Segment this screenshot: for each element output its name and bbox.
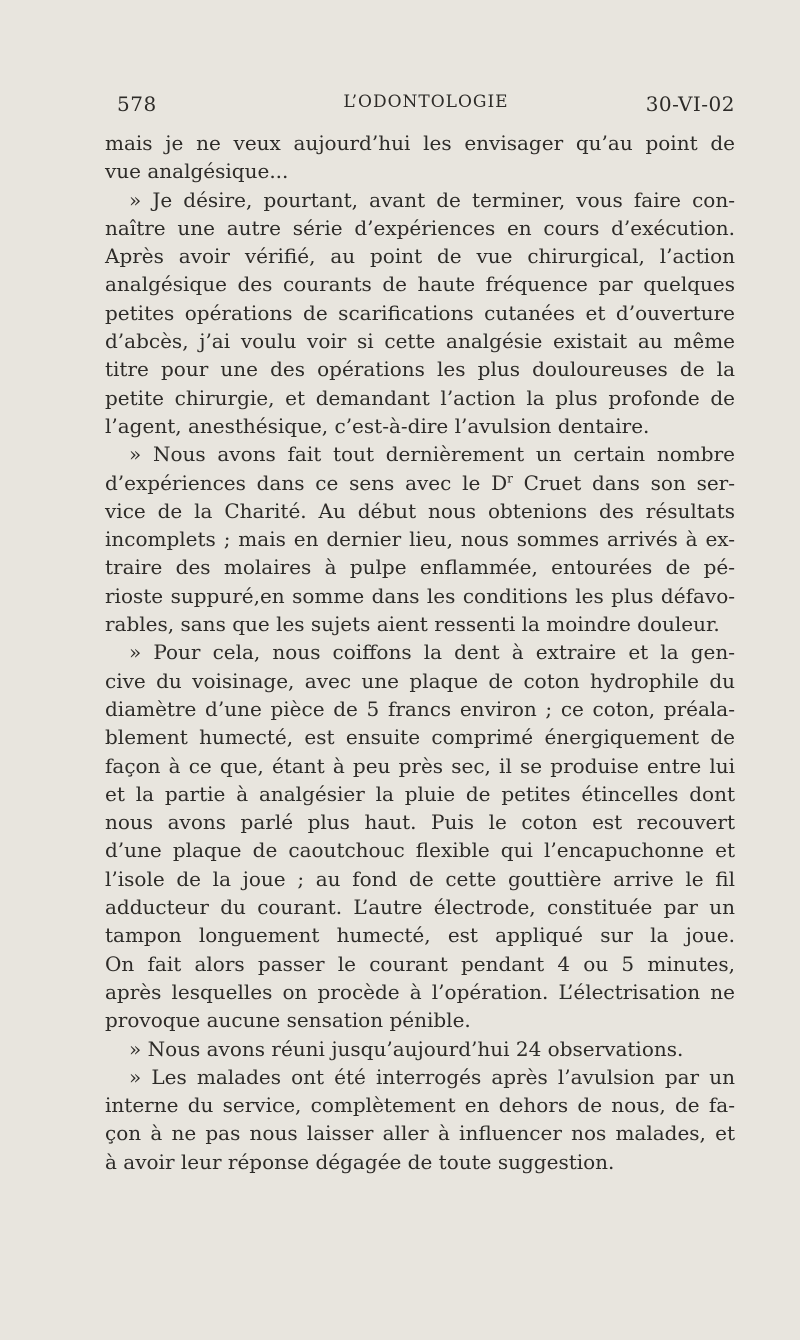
text-line: » Pour cela, nous coiffons la dent à extraire et la gen- — [129, 640, 735, 665]
text-line: On fait alors passer le courant pendant 4 ou 5 minutes, — [105, 951, 735, 976]
text-line: » Je désire, pourtant, avant de terminer, vous faire con- — [129, 187, 735, 212]
text-line: provoque aucune sensation pénible. — [105, 1008, 471, 1033]
body-text — [105, 129, 735, 1176]
text-line: » Nous avons réuni jusqu’aujourd’hui 24 observations. — [129, 1036, 684, 1061]
text-line: incomplets ; mais en dernier lieu, nous sommes arrivés à ex- — [105, 527, 735, 552]
text-line: rioste suppuré,en somme dans les conditions les plus défavo- — [105, 583, 735, 608]
text-line: titre pour une des opérations les plus douloureuses de la — [105, 357, 735, 382]
text-line: çon à ne pas nous laisser aller à influencer nos malades, et — [105, 1121, 735, 1146]
text-line: tampon longuement humecté, est appliqué sur la joue. — [105, 923, 735, 948]
superscript: r — [507, 470, 513, 485]
text-line: » Les malades ont été interrogés après l’avulsion par un — [129, 1064, 735, 1089]
text-line: Après avoir vérifié, au point de vue chirurgical, l’action — [105, 244, 735, 269]
text-line: rables, sans que les sujets aient ressenti la moindre douleur. — [105, 612, 720, 637]
text-line: interne du service, complètement en dehors de nous, de fa- — [105, 1093, 735, 1118]
text-line: d’abcès, j’ai voulu voir si cette analgésie existait au même — [105, 329, 735, 354]
page-number: 578 — [117, 92, 157, 116]
issue-date: 30-VI-02 — [645, 92, 735, 116]
text-line: après lesquelles on procède à l’opération. L’électrisation ne — [105, 979, 735, 1004]
text-line: petites opérations de scarifications cutanées et d’ouverture — [105, 300, 735, 325]
text-line: » Nous avons fait tout dernièrement un certain nombre — [129, 442, 735, 467]
text-line: nous avons parlé plus haut. Puis le coton est recouvert — [105, 810, 735, 835]
text-line: vue analgésique... — [105, 159, 289, 184]
text-line: vice de la Charité. Au début nous obtenions des résultats — [105, 498, 735, 523]
text-line: d’une plaque de caoutchouc flexible qui l’encapuchonne et — [105, 838, 735, 863]
text-line: analgésique des courants de haute fréquence par quelques — [105, 272, 735, 297]
text-line: cive du voisinage, avec une plaque de coton hydrophile du — [105, 668, 735, 693]
text-line: l’agent, anesthésique, c’est-à-dire l’avulsion dentaire. — [105, 413, 650, 438]
text-line: blement humecté, est ensuite comprimé énergiquement de — [105, 725, 735, 750]
text-line: naître une autre série d’expériences en cours d’exécution. — [105, 215, 735, 240]
running-header — [117, 92, 735, 122]
running-title: L’ODONTOLOGIE — [343, 92, 509, 112]
text-line: adducteur du courant. L’autre électrode, constituée par un — [105, 895, 735, 920]
text-line: diamètre d’une pièce de 5 francs environ ; ce coton, préala- — [105, 696, 735, 721]
text-line: à avoir leur réponse dégagée de toute suggestion. — [105, 1149, 615, 1174]
text-line: l’isole de la joue ; au fond de cette gouttière arrive le fil — [105, 866, 735, 891]
text-line: et la partie à analgésier la pluie de petites étincelles dont — [105, 781, 735, 806]
text-line: petite chirurgie, et demandant l’action la plus profonde de — [105, 385, 735, 410]
text-line: façon à ce que, étant à peu près sec, il se produise entre lui — [105, 753, 735, 778]
text-line: traire des molaires à pulpe enflammée, entourées de pé- — [105, 555, 735, 580]
text-line: d’expériences dans ce sens avec le $D^r$ Cruet dans son ser- — [105, 470, 735, 495]
text-line: mais je ne veux aujourd’hui les envisager qu’au point de — [105, 131, 735, 155]
